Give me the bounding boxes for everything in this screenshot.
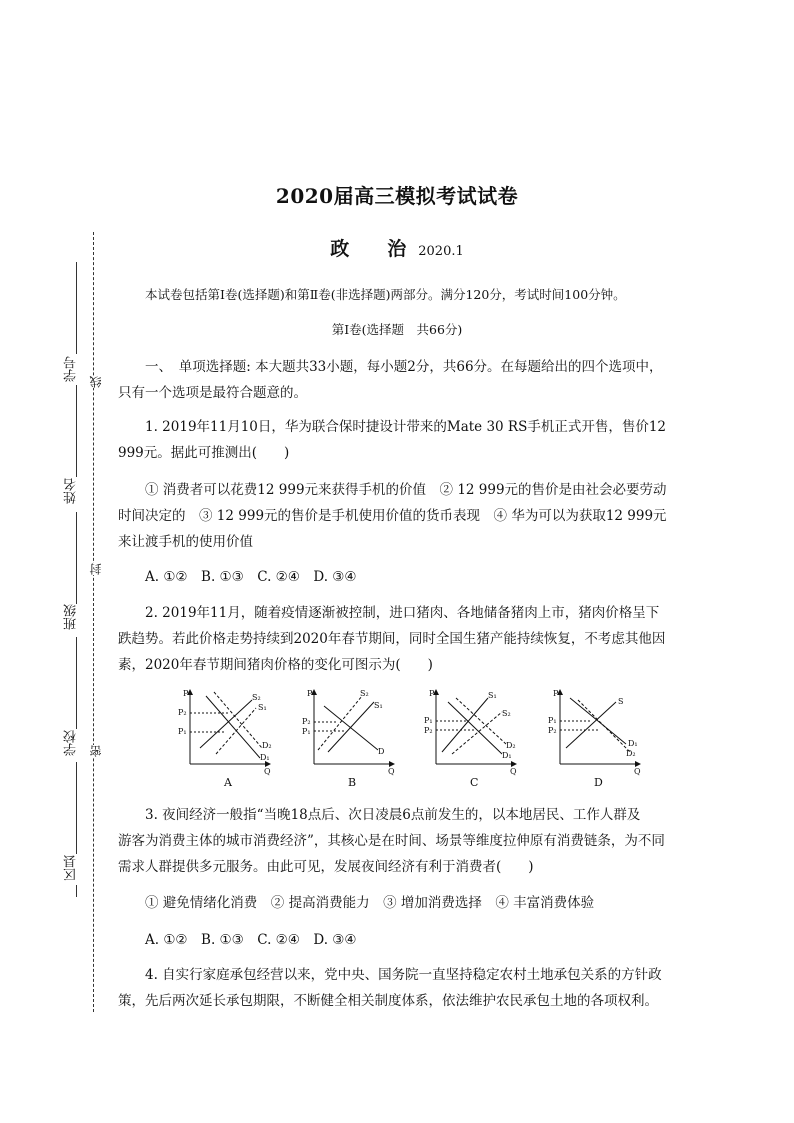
price-label: P₁ bbox=[302, 727, 311, 736]
panel-label: C bbox=[470, 776, 479, 789]
q3-stem-line-1: 3. 夜间经济一般指“当晚18点后、次日凌晨6点前发生的，以本地居民、工作人群及 bbox=[145, 807, 641, 823]
price-label: P₂ bbox=[424, 726, 433, 735]
q4-stem-line-1: 4. 自实行家庭承包经营以来，党中央、国务院一直坚持稳定农村土地承包关系的方针政 bbox=[145, 967, 662, 983]
diagram-panel-b bbox=[302, 689, 395, 789]
q1-stem-line-2: 999元。据此可推测出( ) bbox=[118, 445, 290, 461]
subject-name: 政 治 bbox=[330, 238, 407, 260]
price-label: P₂ bbox=[548, 726, 557, 735]
q1-items-line-2: 时间决定的 ③ 12 999元的售价是手机使用价值的货币表现 ④ 华为可以为获取12 999元 bbox=[118, 508, 667, 524]
instructions bbox=[118, 354, 678, 406]
axis-q: Q bbox=[510, 767, 517, 776]
supply-demand-diagrams bbox=[170, 686, 650, 790]
price-label: P₂ bbox=[178, 708, 187, 717]
student-id-blank[interactable] bbox=[76, 262, 77, 354]
axis-q: Q bbox=[634, 767, 641, 776]
school-label: 学校 bbox=[64, 730, 79, 756]
curve-label: D₂ bbox=[506, 741, 516, 750]
district-label: 区县 bbox=[64, 855, 79, 881]
price-label: P₂ bbox=[302, 717, 311, 726]
panel-label: D bbox=[594, 776, 603, 789]
panel-label: A bbox=[224, 776, 232, 789]
q1-items-line-1: ① 消费者可以花费12 999元来获得手机的价值 ② 12 999元的售价是由社会必要劳动 bbox=[145, 482, 667, 498]
diagram-panel-c bbox=[424, 689, 517, 789]
question-1 bbox=[118, 414, 678, 466]
subject-line bbox=[0, 234, 794, 261]
curve-label: D bbox=[378, 747, 385, 756]
q2-stem-line-2: 跌趋势。若此价格走势持续到2020年春节期间，同时全国生猪产能持续恢复，不考虑其他因 bbox=[118, 631, 666, 647]
axis-q: Q bbox=[264, 767, 271, 776]
name-blank[interactable] bbox=[76, 385, 77, 477]
q2-stem-line-3: 素，2020年春节期间猪肉价格的变化可图示为( ) bbox=[118, 657, 433, 673]
name-label: 姓名 bbox=[64, 478, 79, 504]
exam-intro: 本试卷包括第Ⅰ卷(选择题)和第Ⅱ卷(非选择题)两部分。满分120分，考试时间100分钟。 bbox=[145, 287, 626, 302]
section-heading: 第Ⅰ卷(选择题 共66分) bbox=[331, 322, 463, 337]
school-blank[interactable] bbox=[76, 637, 77, 729]
axis-p: P bbox=[307, 689, 313, 698]
curve-label: S₂ bbox=[252, 693, 261, 702]
curve-label: D₂ bbox=[626, 749, 636, 758]
diagram-panel-a bbox=[178, 689, 272, 789]
student-id-label: 学号 bbox=[64, 356, 79, 382]
curve-label: D₂ bbox=[262, 741, 272, 750]
axis-p: P bbox=[553, 689, 559, 698]
curve-label: S₂ bbox=[502, 709, 511, 718]
q1-options[interactable]: A. ①② B. ①③ C. ②④ D. ③④ bbox=[145, 569, 357, 585]
instructions-line-1: 一、 单项选择题: 本大题共33小题，每小题2分，共66分。在每题给出的四个选项中， bbox=[145, 359, 663, 375]
curve-label: D₁ bbox=[502, 751, 512, 760]
curve-label: S bbox=[618, 697, 624, 706]
curve-label: D₁ bbox=[628, 739, 638, 748]
axis-p: P bbox=[183, 689, 189, 698]
q3-items: ① 避免情绪化消费 ② 提高消费能力 ③ 增加消费选择 ④ 丰富消费体验 bbox=[145, 895, 595, 911]
district-blank[interactable] bbox=[76, 762, 77, 854]
axis-p: P bbox=[429, 689, 435, 698]
curve-label: S₂ bbox=[360, 689, 369, 698]
q2-stem-line-1: 2. 2019年11月，随着疫情逐渐被控制，进口猪肉、各地储备猪肉上市，猪肉价格呈下 bbox=[145, 605, 660, 621]
diagram-panel-d bbox=[548, 689, 641, 789]
q1-stem-line-1: 1. 2019年11月10日，华为联合保时捷设计带来的Mate 30 RS手机正式开售，售价12 bbox=[145, 419, 667, 435]
q3-stem-line-3: 需求人群提供多元服务。由此可见，发展夜间经济有利于消费者( ) bbox=[118, 859, 534, 875]
price-label: P₁ bbox=[548, 716, 557, 725]
exam-date: 2020.1 bbox=[418, 244, 464, 259]
panel-label: B bbox=[348, 776, 357, 789]
q1-items-line-3: 来让渡手机的使用价值 bbox=[118, 534, 253, 550]
axis-q: Q bbox=[388, 767, 395, 776]
q3-stem-line-2: 游客为消费主体的城市消费经济”，其核心是在时间、场景等维度拉伸原有消费链条，为不同 bbox=[118, 833, 665, 849]
price-label: P₁ bbox=[178, 727, 187, 736]
question-3 bbox=[118, 802, 678, 880]
curve-label: S₁ bbox=[374, 701, 383, 710]
q3-options[interactable]: A. ①② B. ①③ C. ②④ D. ③④ bbox=[145, 932, 357, 948]
exam-title: 2020届高三模拟考试试卷 bbox=[275, 184, 519, 208]
question-4 bbox=[118, 962, 678, 1014]
binding-mark-secret: 密 bbox=[89, 745, 103, 757]
curve-label: D₁ bbox=[260, 753, 270, 762]
curve-label: S₁ bbox=[258, 703, 267, 712]
binding-mark-seal: 封 bbox=[89, 563, 103, 575]
binding-dashed-line bbox=[93, 232, 94, 1012]
price-label: P₁ bbox=[424, 716, 433, 725]
q4-stem-line-2: 策，先后两次延长承包期限，不断健全相关制度体系，依法维护农民承包土地的各项权利。 bbox=[118, 993, 658, 1009]
instructions-line-2: 只有一个选项是最符合题意的。 bbox=[118, 385, 307, 401]
district-blank-tail bbox=[76, 885, 77, 897]
question-2 bbox=[118, 600, 678, 678]
class-blank[interactable] bbox=[76, 512, 77, 604]
class-label: 班级 bbox=[64, 604, 79, 630]
binding-mark-line: 线 bbox=[89, 376, 103, 388]
q1-items bbox=[118, 477, 678, 555]
curve-label: S₁ bbox=[488, 691, 497, 700]
